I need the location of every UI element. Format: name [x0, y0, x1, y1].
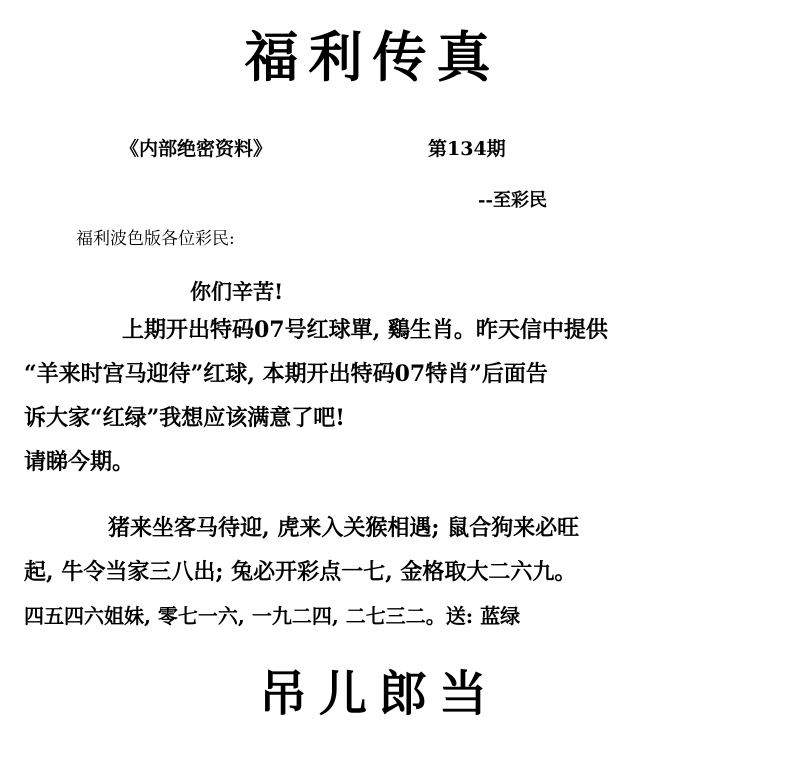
salutation: 福利波色版各位彩民:: [76, 229, 235, 249]
paragraph-1-line: “羊来时宫马迎待”红球, 本期开出特码07特肖”后面告: [24, 361, 548, 387]
answer-phrase: 吊儿郎当: [258, 666, 499, 722]
paragraph-2-line: 猪来坐客马待迎, 虎来入关猴相遇; 鼠合狗来必旺: [108, 515, 580, 541]
page-title: 福利传真: [244, 25, 501, 89]
signature: --至彩民: [478, 190, 547, 211]
issue-number: 第134期: [428, 138, 506, 160]
paragraph-2: [24, 506, 764, 638]
paragraph-1-line: 上期开出特码07号红球單, 鷄生肖。昨天信中提供: [122, 317, 608, 343]
paragraph-1-line: 诉大家“红绿”我想应该满意了吧!: [24, 405, 345, 431]
paragraph-1: [24, 308, 764, 484]
paragraph-1-line: 请睇今期。: [24, 449, 135, 475]
greeting: 你们辛苦!: [190, 279, 284, 304]
source-label: 《内部绝密资料》: [120, 138, 273, 160]
paragraph-2-line: 起, 牛令当家三八出; 兔必开彩点一七, 金格取大二六九。: [24, 559, 577, 585]
paragraph-2-line: 四五四六姐妹, 零七一六, 一九二四, 二七三二。送: 蓝绿: [24, 604, 521, 628]
